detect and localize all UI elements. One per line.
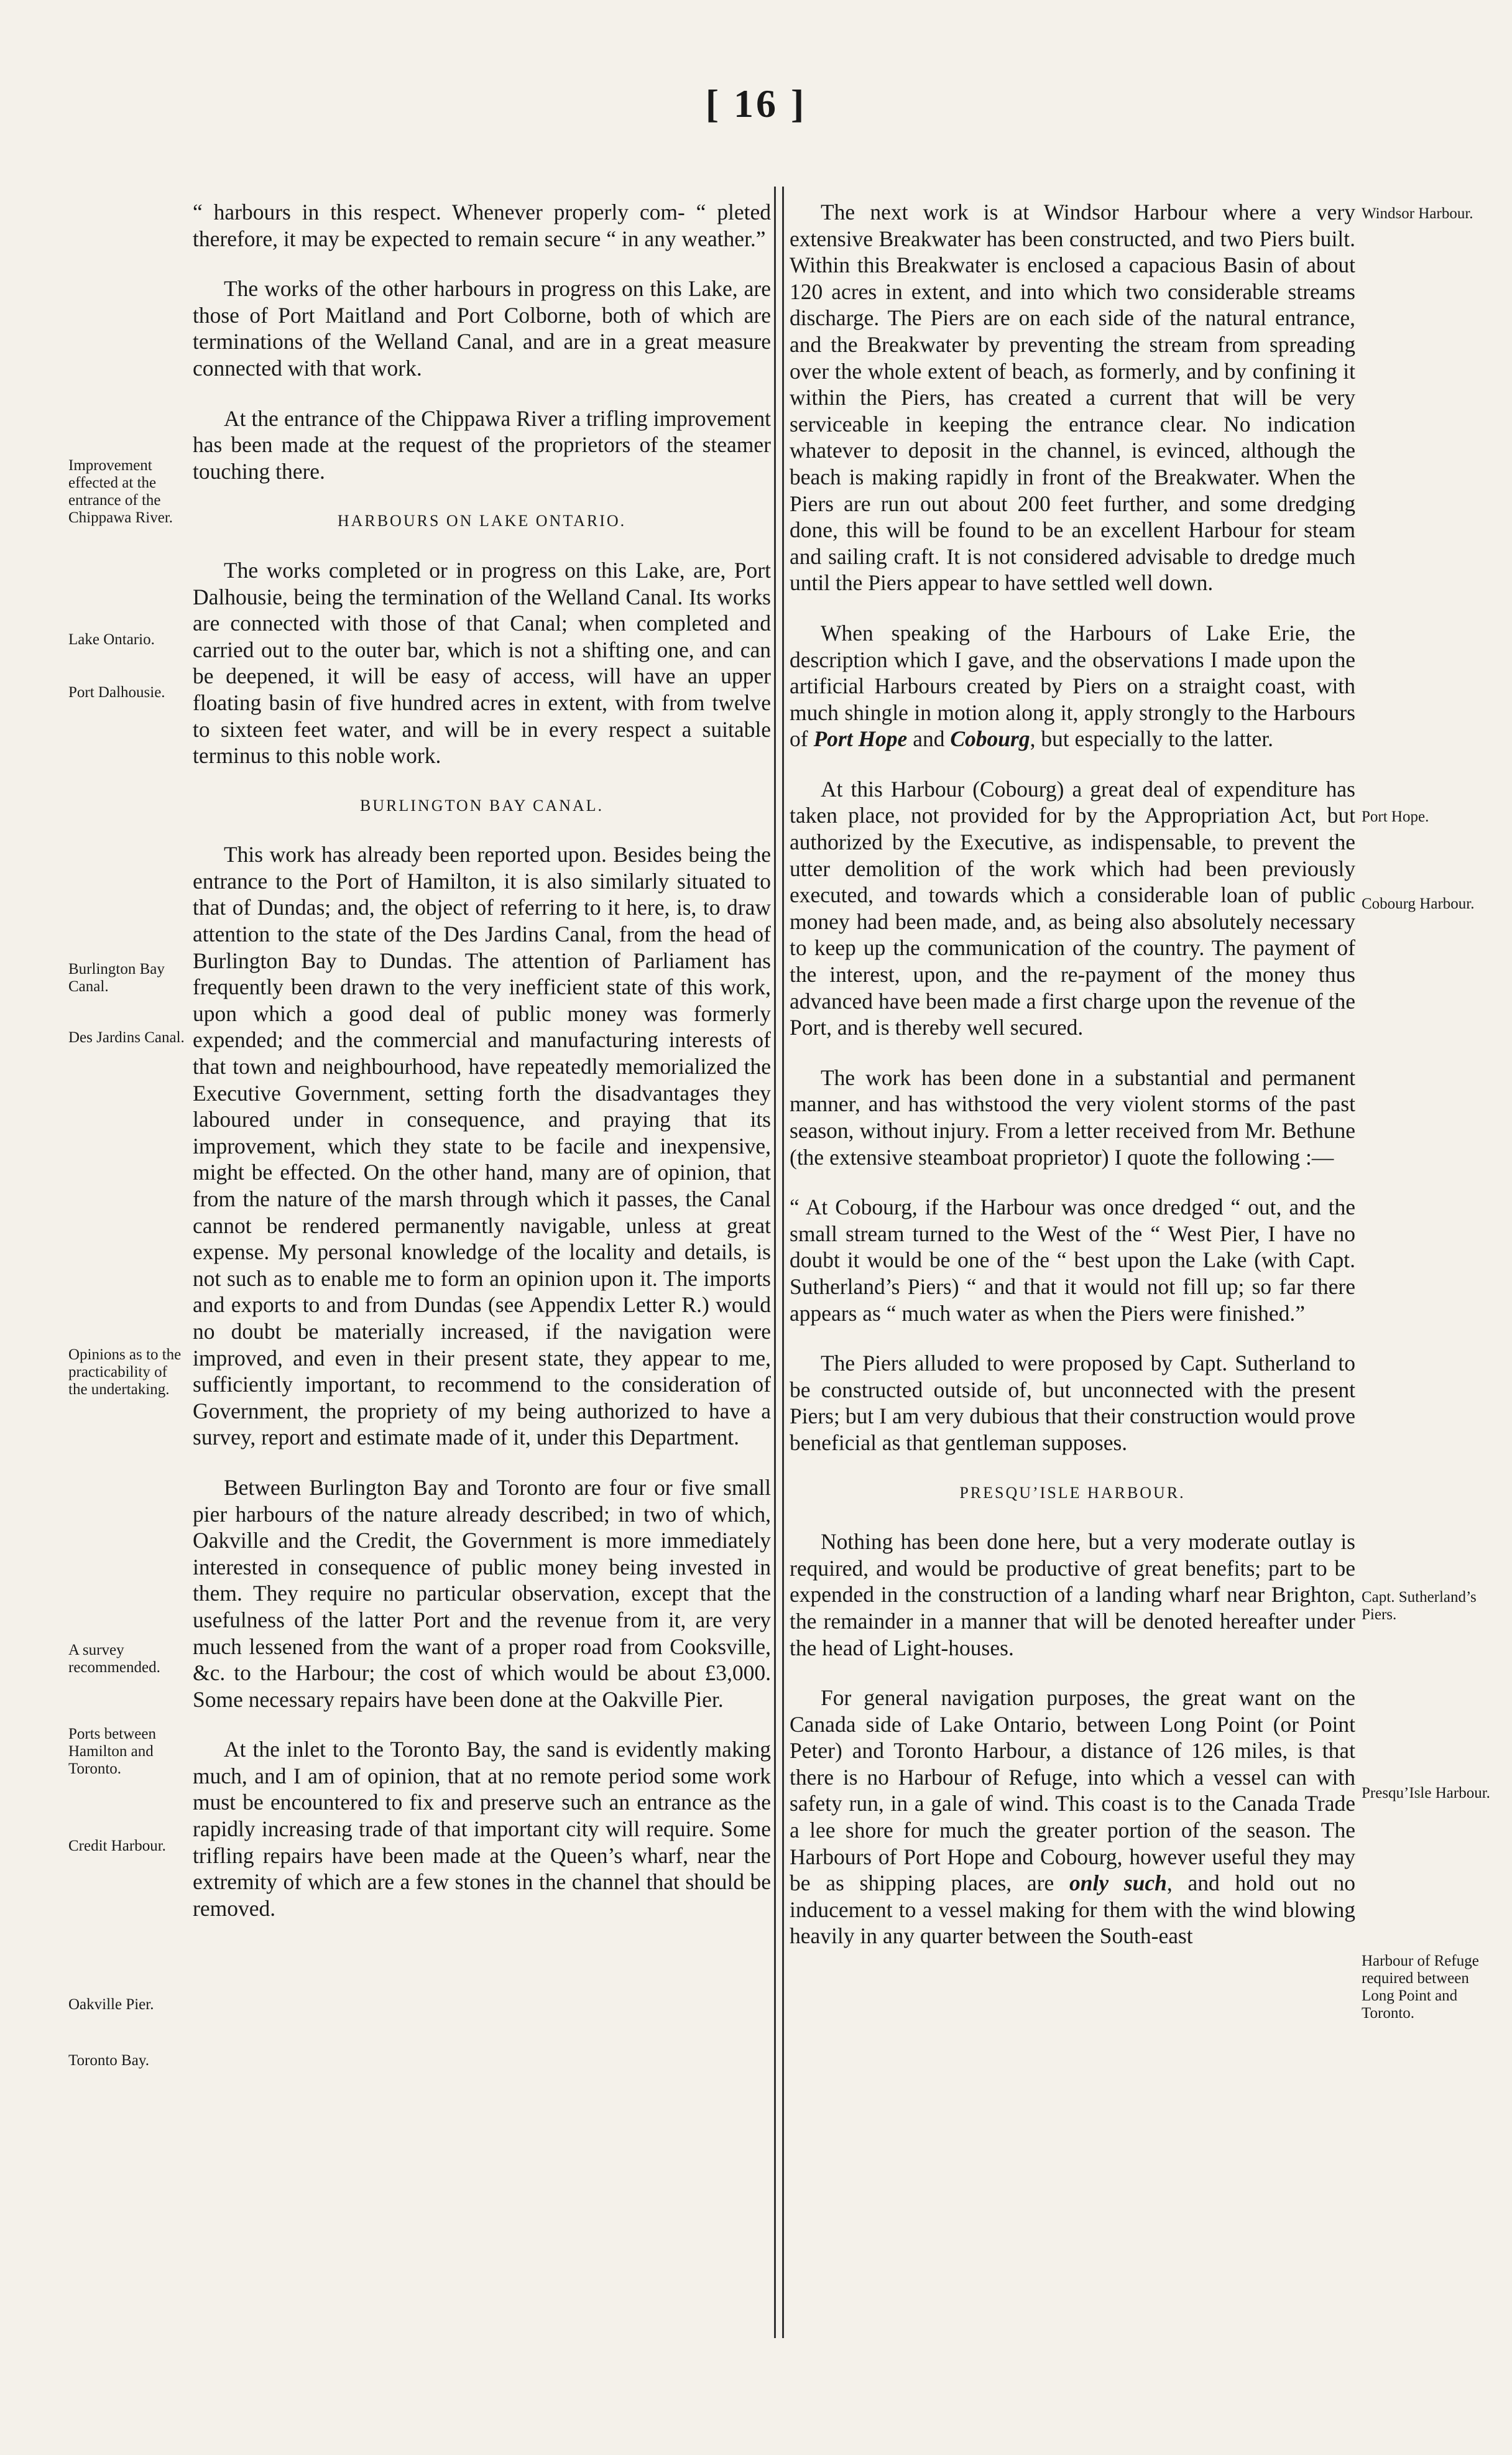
paragraph-text: and bbox=[907, 726, 951, 752]
margin-note: Lake Ontario. bbox=[68, 631, 155, 648]
margin-note: Port Dalhousie. bbox=[68, 684, 165, 701]
section-heading: BURLINGTON BAY CANAL. bbox=[359, 796, 604, 815]
emphasis-text: Port Hope bbox=[813, 726, 908, 752]
right-column bbox=[790, 199, 1355, 1973]
emphasis-text: only such bbox=[1069, 1870, 1167, 1896]
margin-note: Windsor Harbour. bbox=[1362, 205, 1473, 222]
margin-note: Cobourg Harbour. bbox=[1362, 895, 1475, 912]
page-number: [ 16 ] bbox=[705, 81, 807, 126]
paragraph: The work has been done in a substantial and permanent manner, and has withstood the very violent storms of the past season, without injury. From a letter received from Mr. Bethune (the extensive steamboat proprietor) I quote the following :— bbox=[790, 1065, 1355, 1170]
margin-note: Oakville Pier. bbox=[68, 1996, 154, 2013]
paragraph-text: For general navigation purposes, the great want on the Canada side of Lake Ontario, between Long Point (or Point Peter) and Toronto Harbour, a distance of 126 miles, is that there is no Harbour of Refuge, into which a vessel can with safety run, in a gale of wind. This coast is to the Canada Trade a lee shore for much the greater portion of the season. The Harbours of Port Hope and Cobourg, however useful they may be as shipping places, are bbox=[790, 1685, 1355, 1896]
margin-note: Credit Harbour. bbox=[68, 1838, 166, 1854]
margin-note: Port Hope. bbox=[1362, 808, 1429, 825]
paragraph bbox=[790, 620, 1355, 752]
paragraph-text: When speaking of the Harbours of Lake Erie, the description which I gave, and the observations I made upon the artificial Harbours created by Piers on a straight coast, with much shingle in motion along it, apply strongly to the Harbours of bbox=[790, 620, 1355, 752]
column-divider bbox=[774, 187, 784, 2338]
margin-note: Burlington Bay Canal. bbox=[68, 961, 165, 995]
margin-note: Des Jardins Canal. bbox=[68, 1029, 185, 1046]
paragraph: Between Burlington Bay and Toronto are four or five small pier harbours of the nature already described; in two of which, Oakville and the Credit, the Government is more immediately interested in consequence of public money being invested in them. They require no particular observation, except that the usefulness of the latter Port and the revenue from it, are very much lessened from the want of a proper road from Cooksville, &c. to the Harbour; the cost of which would be about £3,000. Some necessary repairs have been done at the Oakville Pier. bbox=[193, 1474, 771, 1712]
margin-note: A survey recommended. bbox=[68, 1642, 160, 1676]
paragraph-text: , and hold out no inducement to a vessel making for them with the wind blowing heavily in any quarter between the South-east bbox=[790, 1870, 1356, 1949]
paragraph: At the inlet to the Toronto Bay, the sand is evidently making much, and I am of opinion, that at no remote period some work must be encountered to fix and preserve such an entrance as the rapidly increasing trade of that important city will require. Some trifling repairs have been made at the Queen’s wharf, near the extremity of which are a few stones in the channel that should be removed. bbox=[193, 1737, 771, 1921]
margin-note: Presqu’Isle Harbour. bbox=[1362, 1785, 1490, 1801]
section-heading: PRESQU’ISLE HARBOUR. bbox=[959, 1483, 1186, 1502]
margin-note: Harbour of Refuge required between Long Point and Toronto. bbox=[1362, 1953, 1479, 2022]
left-column bbox=[193, 199, 771, 1945]
quotation: “ At Cobourg, if the Harbour was once dredged “ out, and the small stream turned to the West of the “ West Pier, I have no doubt it would be one of the “ best upon the Lake (with Capt. Sutherland’s Piers) “ and that it would not fill up; so far there appears as “ much water as when the Piers were finished.” bbox=[790, 1195, 1355, 1326]
section-heading: HARBOURS ON LAKE ONTARIO. bbox=[337, 512, 627, 530]
paragraph: Nothing has been done here, but a very moderate outlay is required, and would be productive of great benefits; part to be expended in the construction of a landing wharf near Brighton, the remainder in a manner that will be denoted hereafter under the head of Light-houses. bbox=[790, 1529, 1355, 1660]
paragraph: The works of the other harbours in progress on this Lake, are those of Port Maitland and Port Colborne, both of which are terminations of the Welland Canal, and are in a great measure connected with that work. bbox=[193, 276, 771, 381]
paragraph: This work has already been reported upon. Besides being the entrance to the Port of Hamilton, it is also similarly situated to that of Dundas; and, the object of referring to it here, is, to draw attention to the state of the Des Jardins Canal, from the head of Burlington Bay to Dundas. The attention of Parliament has frequently been drawn to the very inefficient state of this work, upon which a good deal of public money was formerly expended; and the commercial and manufacturing interests of that town and neighbourhood, have repeatedly memorialized the Executive Government, setting forth the disadvantages they laboured under in consequence, and praying that its improvement, which they state to be facile and inexpensive, might be effected. On the other hand, many are of opinion, that from the nature of the marsh through which it passes, the Canal cannot be rendered permanently navigable, unless at great expense. My personal knowledge of the locality and details, is not such as to enable me to form an opinion upon it. The imports and exports to and from Dundas (see Appendix Letter R.) would no doubt be materially increased, if the navigation were improved, and even in their present state, they appear to me, sufficiently important, to recommend to the consideration of Government, the propriety of my being authorized to have a survey, report and estimate made of it, under this Department. bbox=[193, 842, 771, 1450]
emphasis-text: Cobourg bbox=[950, 726, 1030, 752]
paragraph bbox=[790, 1685, 1355, 1949]
margin-note: Improvement effected at the entrance of the Chippawa River. bbox=[68, 457, 173, 526]
margin-note: Ports between Hamilton and Toronto. bbox=[68, 1726, 156, 1777]
paragraph: The Piers alluded to were proposed by Capt. Sutherland to be constructed outside of, but unconnected with the present Piers; but I am very dubious that their construction would prove beneficial as that gentleman supposes. bbox=[790, 1351, 1355, 1455]
paragraph: At the entrance of the Chippawa River a trifling improvement has been made at the request of the proprietors of the steamer touching there. bbox=[193, 405, 771, 484]
margin-note: Capt. Sutherland’s Piers. bbox=[1362, 1589, 1477, 1623]
paragraph-text: , but especially to the latter. bbox=[1030, 726, 1273, 752]
margin-note: Toronto Bay. bbox=[68, 2052, 149, 2069]
paragraph: The next work is at Windsor Harbour where a very extensive Breakwater has been constructed, and two Piers built. Within this Breakwater is enclosed a capacious Basin of about 120 acres in extent, and into which two considerable streams discharge. The Piers are on each side of the natural entrance, and the Breakwater by preventing the stream from spreading over the whole extent of beach, as formerly, and by confining it within the Piers, has created a current that will be very serviceable in keeping the entrance clear. No indication whatever to deposit in the channel, is evinced, although the beach is making rapidly in front of the Breakwater. When the Piers are run out about 200 feet further, and some dredging done, this will be found to be an excellent Harbour for steam and sailing craft. It is not considered advisable to dredge much until the Piers appear to have settled well down. bbox=[790, 200, 1355, 596]
margin-note: Opinions as to the practicability of the undertaking. bbox=[68, 1346, 182, 1398]
paragraph: “ harbours in this respect. Whenever properly com- “ pleted therefore, it may be expected to remain secure “ in any weather.” bbox=[193, 200, 771, 251]
paragraph: At this Harbour (Cobourg) a great deal of expenditure has taken place, not provided for by the Appropriation Act, but authorized by the Executive, as indispensable, to prevent the utter demolition of the work which had been previously executed, and towards which a considerable loan of public money had been made, and, as being also absolutely necessary to keep up the communication of the country. The payment of the interest, upon, and the re-payment of the money thus advanced have been made a first charge upon the revenue of the Port, and is thereby well secured. bbox=[790, 776, 1355, 1040]
paragraph: The works completed or in progress on this Lake, are, Port Dalhousie, being the termination of the Welland Canal. Its works are connected with those of that Canal; when completed and carried out to the outer bar, which is not a shifting one, and can be deepened, it will be easy of access, will have an upper floating basin of five hundred acres in extent, with from twelve to sixteen feet water, and will be in every respect a suitable terminus to this noble work. bbox=[193, 557, 771, 769]
